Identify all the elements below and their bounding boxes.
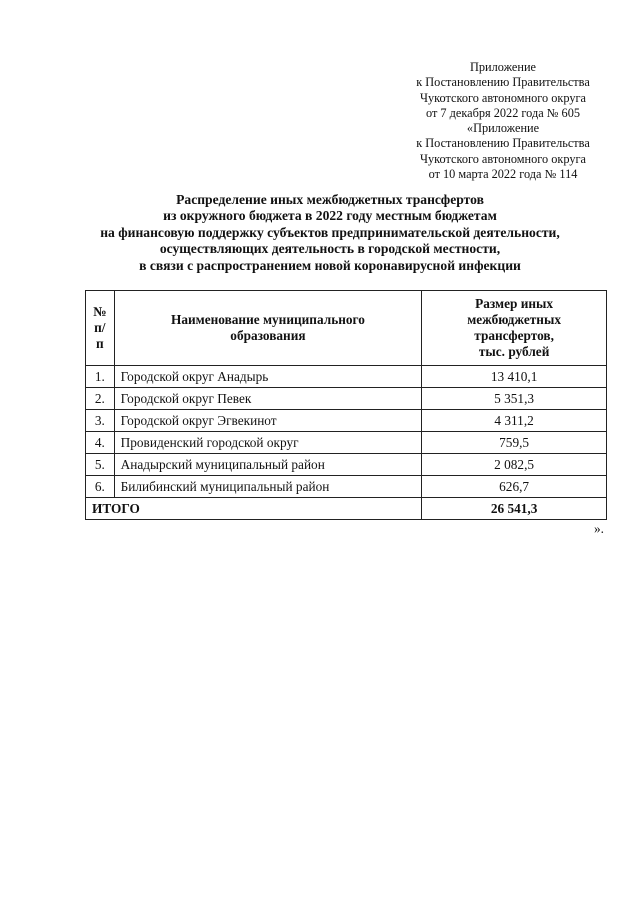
- table-row: [86, 410, 607, 432]
- row-value: 5 351,3: [422, 388, 607, 410]
- row-number: 6.: [86, 476, 115, 498]
- title-line: Распределение иных межбюджетных трансфертов: [176, 192, 484, 207]
- row-name: Билибинский муниципальный район: [114, 476, 422, 498]
- appendix-line: Чукотского автономного округа: [420, 151, 586, 166]
- appendix-line: от 7 декабря 2022 года № 605: [426, 105, 580, 120]
- table-total-row: [86, 498, 607, 520]
- row-number: 2.: [86, 388, 115, 410]
- table-row: [86, 432, 607, 454]
- row-name: Городской округ Певек: [114, 388, 422, 410]
- header-value-line: межбюджетных: [467, 312, 561, 327]
- document-title: [60, 192, 600, 274]
- header-name: [114, 291, 422, 366]
- row-name: Анадырский муниципальный район: [114, 454, 422, 476]
- total-label: ИТОГО: [86, 498, 422, 520]
- row-number: 5.: [86, 454, 115, 476]
- appendix-line: от 10 марта 2022 года № 114: [428, 167, 578, 182]
- closing-quote: ».: [594, 521, 604, 536]
- row-name: Городской округ Анадырь: [114, 366, 422, 388]
- header-name-line: образования: [230, 328, 306, 343]
- row-number: 4.: [86, 432, 115, 454]
- header-value-line: трансфертов,: [474, 328, 554, 343]
- title-line: на финансовую поддержку субъектов предпринимательской деятельности,: [100, 224, 560, 240]
- total-value: 26 541,3: [422, 498, 607, 520]
- appendix-line: к Постановлению Правительства: [416, 136, 590, 151]
- header-value-line: тыс. рублей: [478, 344, 550, 359]
- table-row: [86, 454, 607, 476]
- appendix-block: [392, 60, 614, 182]
- appendix-line: Приложение: [470, 60, 536, 74]
- header-value-line: Размер иных: [475, 296, 554, 311]
- appendix-line: к Постановлению Правительства: [416, 75, 590, 90]
- row-number: 1.: [86, 366, 115, 388]
- appendix-line: Чукотского автономного округа: [420, 90, 586, 105]
- row-value: 626,7: [422, 476, 607, 498]
- header-number-line: п/п: [94, 320, 106, 351]
- row-number: 3.: [86, 410, 115, 432]
- row-value: 13 410,1: [422, 366, 607, 388]
- row-value: 2 082,5: [422, 454, 607, 476]
- table-row: [86, 476, 607, 498]
- row-name: Провиденский городской округ: [114, 432, 422, 454]
- header-number: [86, 291, 115, 366]
- header-value: [422, 291, 607, 366]
- distribution-table: [85, 290, 607, 520]
- table-row: [86, 388, 607, 410]
- title-line: осуществляющих деятельность в городской местности,: [159, 241, 501, 257]
- header-name-line: Наименование муниципального: [170, 312, 365, 327]
- row-value: 759,5: [422, 432, 607, 454]
- title-line: в связи с распространением новой коронавирусной инфекции: [139, 257, 521, 273]
- table-header-row: [86, 291, 607, 366]
- row-value: 4 311,2: [422, 410, 607, 432]
- row-name: Городской округ Эгвекинот: [114, 410, 422, 432]
- header-number-line: №: [93, 304, 107, 319]
- table-row: [86, 366, 607, 388]
- appendix-line: «Приложение: [466, 121, 540, 136]
- title-line: из окружного бюджета в 2022 году местным бюджетам: [163, 208, 497, 224]
